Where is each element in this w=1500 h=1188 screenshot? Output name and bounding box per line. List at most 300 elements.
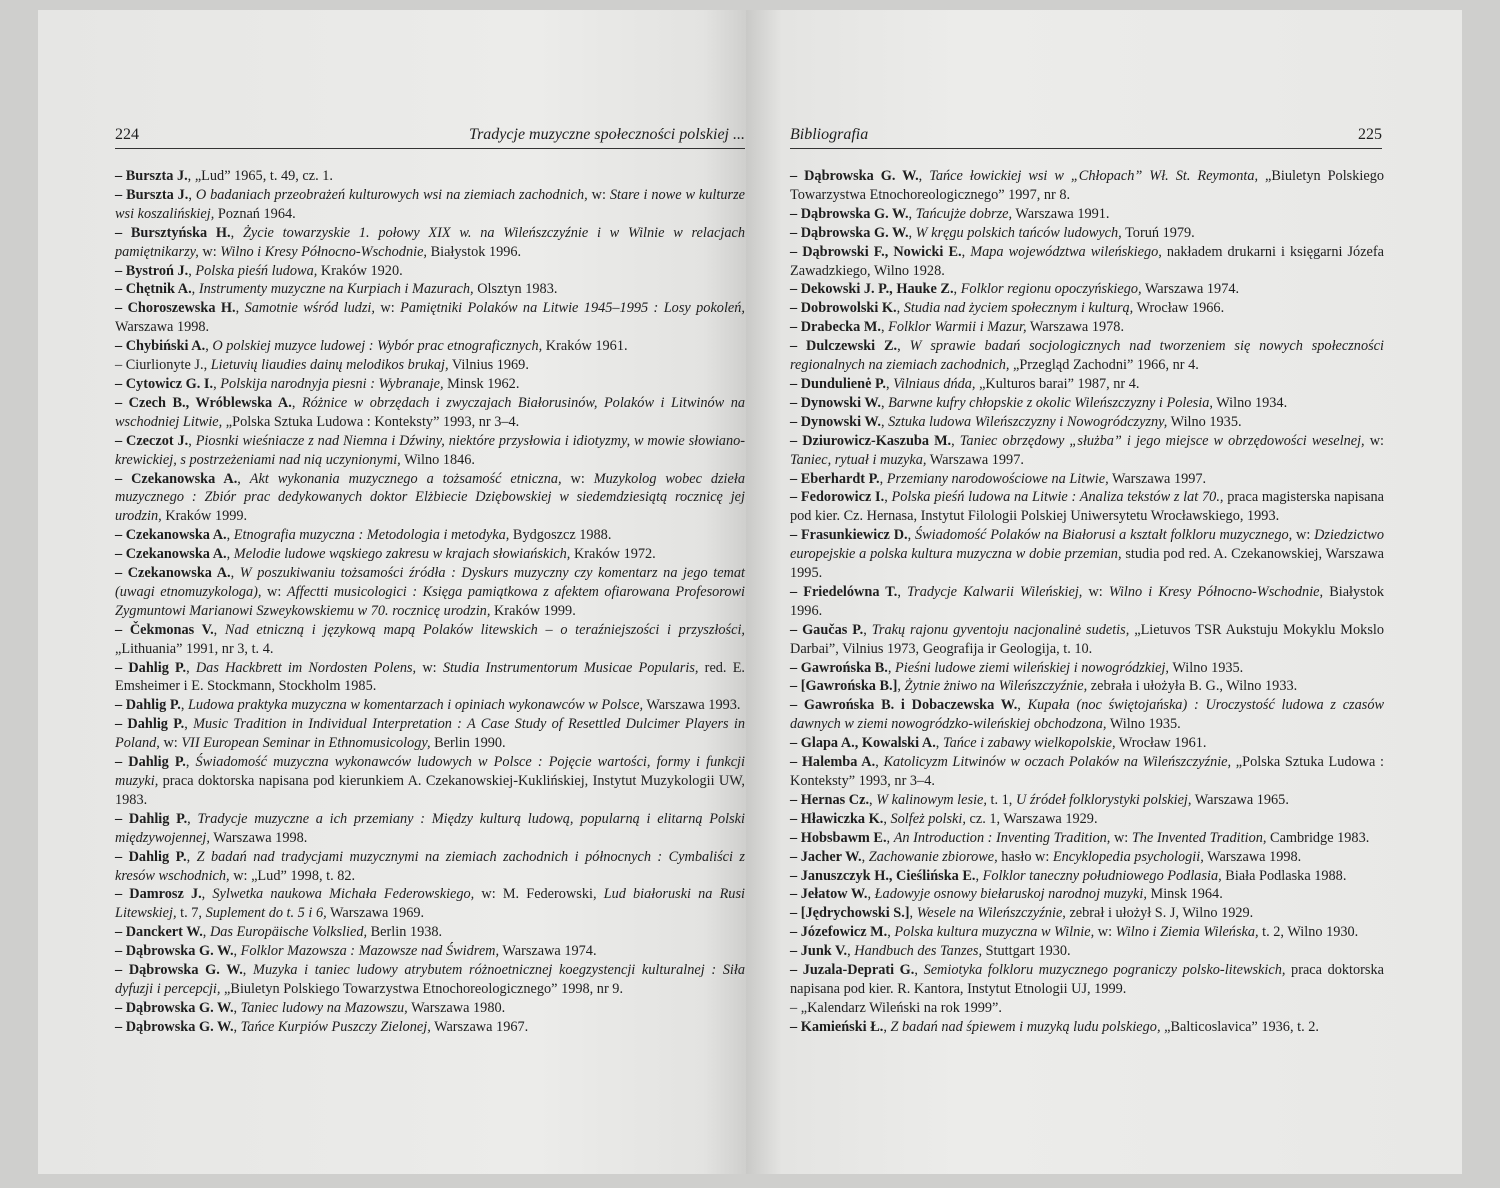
bibliography-entry [790,337,1384,375]
entry-details: w: [374,300,401,317]
entry-title: Wesele na Wileńszczyźnie, [916,905,1066,922]
entry-title: Pamiętniki Polaków na Litwie 1945–1995 : Losy pokoleń, [400,300,745,317]
entry-title: Muzykolog wobec dzieła muzycznego : Zbiór prac dedykowanych doktor Elżbiecie Dziębowskiej w siedemdziesiątą rocznicę jej urodzin, [115,470,745,525]
entry-title: Lud białoruski na Rusi Litewskiej, [115,886,745,922]
entry-details: , [861,848,869,865]
entry-details: Minsk 1964. [1146,886,1223,903]
entry-details: praca doktorska napisana pod kierunkiem A. Czekanowskiej-Kuklińskiej, Instytut Muzykologii UW, 1983. [115,773,745,808]
entry-title: Tańce i zabawy wielkopolskie, [942,735,1116,752]
entry-author: – Kamieński Ł. [790,1018,884,1035]
entry-details: , [180,697,188,714]
entry-details: Kraków 1920. [317,262,403,279]
bibliography-entry [115,545,745,564]
entry-title: Sztuka ludowa Wileńszczyzny i Nowogródczyzny, [888,413,1168,430]
entry-author: – Dynowski W. [790,413,881,430]
bibliography-entry [115,961,745,999]
entry-details: , [202,924,210,941]
left-running-head [115,126,745,149]
bibliography-entry [115,356,745,375]
right-page [746,10,1462,1174]
bibliography-entry [790,205,1384,224]
entry-details: „Polska Sztuka Ludowa : Konteksty” 1993, nr 3–4. [222,413,520,430]
entry-title: Pieśni ludowe ziemi wileńskiej i nowogródzkiej, [895,659,1170,676]
entry-details: Warszawa 1965. [1191,791,1289,808]
entry-details: w: [198,243,221,260]
entry-details: , [230,565,240,582]
entry-title: Taniec, rytuał i muzyka, [790,451,927,468]
entry-author: – Jełatow W. [790,886,868,903]
entry-details: zebrała i ułożyła B. G., Wilno 1933. [1087,678,1298,695]
entry-author: – Bystroń J. [115,262,189,279]
entry-title: Music Tradition in Individual Interpretation : A Case Study of Resettled Dulcimer Players in Poland, [115,716,746,752]
entry-author: – Dąbrowska G. W. [790,224,909,241]
entry-author: – Czeczot J. [115,432,189,449]
entry-details: Warszawa 1974. [1141,281,1240,298]
entry-details: Toruń 1979. [1121,224,1195,241]
entry-details: praca magisterska napisana pod kier. Cz. Hernasa, Instytut Filologii Polskiej Uniwersytetu Wrocławskiego, 1993. [790,489,1384,525]
bibliography-entry [115,280,745,299]
entry-title: Semiotyka folkloru muzycznego pograniczy polsko-litewskich, [923,962,1286,979]
entry-details: , [918,168,930,184]
bibliography-entry [790,243,1384,281]
entry-author: – Burszta J. [115,186,189,203]
left-running-title: Tradycje muzyczne społeczności polskiej ... [469,126,745,143]
entry-title: Solfeż polski, [890,810,966,827]
bibliography-entry [115,337,745,356]
entry-details: Bydgoszcz 1988. [509,527,612,544]
bibliography-entry [790,488,1384,526]
bibliography-entry [790,299,1384,318]
entry-title: Studia nad życiem społecznym i kulturą, [903,300,1134,317]
entry-title: Taniec obrzędowy „służba” i jego miejsce w obrzędowości weselnej, [959,432,1365,449]
entry-details: Berlin 1938. [367,924,443,941]
entry-details: , [953,281,961,298]
entry-details: , [975,867,983,884]
entry-details: , [233,1018,241,1035]
entry-details: w: [1110,829,1132,846]
entry-details: , [897,678,905,695]
entry-details: , [880,319,889,336]
bibliography-entry [115,999,745,1018]
entry-author: – Drabecka M. [790,319,881,336]
entry-author: – Eberhardt P. [790,470,880,487]
entry-details: „Biuletyn Polskiego Towarzystwa Etnochoreologicznego” 1997, nr 8. [790,168,1384,203]
entry-details: Wrocław 1961. [1115,735,1207,752]
entry-details: , [935,735,943,752]
entry-author: – Dundulienė P. [790,375,887,392]
entry-details: , [897,583,907,600]
entry-author: – „Kalendarz Wileński na rok 1999”. [790,999,1002,1016]
entry-title: W poszukiwaniu tożsamości źródła : Dyskurs muzyczny czy komentarz na jego temat (uwagi etnomuzykologa), [115,565,745,600]
entry-title: Lietuvių liaudies dainų melodikos brukaj, [210,357,449,374]
entry-details: hasło w: [997,848,1053,865]
entry-details: , [185,754,196,771]
entry-author: – Halemba A. [790,754,876,771]
entry-details: , [908,205,916,222]
entry-details: Wilno 1934. [1212,394,1288,411]
entry-author: – Gawrońska B. i Dobaczewska W. [790,697,1018,714]
entry-details: Wilno 1846. [400,451,475,468]
entry-details: w: [1292,527,1315,544]
entry-details: „Balticoslavica” 1936, t. 2. [1160,1018,1319,1035]
left-bibliography-list [115,167,745,1037]
entry-details: Warszawa 1991. [1012,205,1110,222]
entry-title: An Introduction : Inventing Tradition, [893,829,1111,846]
entry-details: , [879,470,887,487]
entry-title: O polskiej muzyce ludowej : Wybór prac etnograficznych, [212,338,543,355]
bibliography-entry [790,791,1384,810]
entry-details: , [201,886,213,903]
entry-details: „Lithuania” 1991, nr 3, t. 4. [115,640,274,657]
entry-details: Wrocław 1966. [1133,300,1225,317]
entry-title: Affectti musicologici : Księga pamiątkowa z afektem ofiarowana Profesorowi Zygmuntowi Marianowi Szweykowskiemu w 70. rocznicę urodzin, [115,583,745,619]
entry-author: – Czekanowska A. [115,527,227,544]
entry-title: Tańce łowickiej wsi w „Chłopach” Wł. St. Reymonta, [929,168,1259,184]
entry-title: Ludowa praktyka muzyczna w komentarzach i opiniach wykonawców w Polsce, [187,697,644,714]
entry-title: Polska pieśń ludowa na Litwie : Analiza tekstów z lat 70., [891,489,1224,506]
entry-title: Żytnie żniwo na Wileńszczyźnie, [904,678,1088,695]
entry-details: , [869,791,877,808]
entry-author: – [Gawrońska B.] [790,678,898,695]
entry-details: , [886,829,894,846]
entry-author: – Dahlig P. [115,848,187,865]
bibliography-entry [790,999,1384,1018]
entry-details: w: [1364,432,1384,449]
entry-title: Świadomość muzyczna wykonawców ludowych w Polsce : Pojęcie wartości, formy i funkcji muzyki, [115,754,745,789]
entry-title: Ładowyje osnowy biełaruskoj narodnoj muzyki, [874,886,1147,903]
entry-details: Warszawa 1998. [115,319,210,336]
bibliography-entry [115,715,745,753]
entry-details: „Polska Sztuka Ludowa : Konteksty” 1993, nr 3–4. [790,754,1384,789]
entry-title: Polskija narodnyja piesni : Wybranaje, [220,375,444,392]
entry-author: – Czekanowska A. [115,470,238,487]
entry-details: w: „Lud” 1998, t. 82. [229,867,356,884]
entry-author: – Dahlig P. [115,716,185,733]
entry-title: Handbuch des Tanzes, [854,943,983,960]
entry-details: w: [1094,924,1116,941]
entry-title: Sylwetka naukowa Michała Federowskiego, [212,886,475,903]
bibliography-entry [790,394,1384,413]
entry-details: , [907,527,915,544]
bibliography-entry [115,1018,745,1037]
entry-details: , [291,394,302,411]
entry-author: – Friedelówna T. [790,583,898,600]
entry-details: , [880,413,889,430]
bibliography-entry [115,299,745,337]
entry-title: W kalinowym lesie, [876,791,987,808]
entry-author: – Frasunkiewicz D. [790,527,908,544]
entry-title: Polska pieśń ludowa, [195,262,318,279]
entry-author: – Fedorowicz I. [790,489,885,506]
entry-title: Z badań nad tradycjami muzycznymi na ziemiach zachodnich i północnych : Cymbaliści z kresów wschodnich, [115,848,745,884]
bibliography-entry [790,659,1384,678]
entry-details: Warszawa 1980. [407,999,506,1016]
entry-details: cz. 1, Warszawa 1929. [965,810,1098,827]
bibliography-entry [115,848,745,886]
entry-author: – Dynowski W. [790,394,881,411]
entry-title: Folklor regionu opoczyńskiego, [960,281,1142,298]
entry-author: – Dąbrowski F., Nowicki E. [790,243,962,260]
entry-title: Taniec ludowy na Mazowszu, [240,999,408,1016]
entry-author: – Dahlig P. [115,810,188,827]
entry-title: W kręgu polskich tańców ludowych, [915,224,1122,241]
entry-details: Kraków 1999. [161,508,248,525]
entry-title: Kupała (noc świętojańska) : Uroczystość ludowa z czasów dawnych w ziemi nowogródzko-wileńskiej obchodzona, [790,697,1385,733]
entry-title: Życie towarzyskie 1. połowy XIX w. na Wileńszczyźnie i w Wilnie w relacjach pamiętnikarzy, [115,224,745,260]
entry-details: , [188,432,196,449]
entry-details: Białystok 1996. [427,243,522,260]
entry-author: – Dąbrowska G. W. [790,168,919,184]
entry-details: , [897,338,910,355]
bibliography-entry [115,621,745,659]
bibliography-entry [115,810,745,848]
bibliography-entry [790,810,1384,829]
bibliography-entry [790,280,1384,299]
entry-details: Wilno 1935. [1167,413,1242,430]
entry-title: Piosnki wieśniacze z nad Niemna i Dźwiny, niektóre przysłowia i idiotyzmy, w mowie słowiano-krewickiej, s postrzeżeniami nad nią uczynionymi, [115,432,746,468]
bibliography-entry [115,885,745,923]
entry-details: , [188,186,196,203]
entry-details: , [191,281,199,298]
entry-title: Vilniaus dńda, [893,375,976,392]
entry-author: – Czekanowska A. [115,565,231,582]
left-page [38,10,746,1174]
bibliography-entry [790,375,1384,394]
bibliography-entry [115,432,745,470]
bibliography-entry [790,848,1384,867]
bibliography-entry [790,167,1384,205]
entry-author: – Choroszewska H. [115,300,236,317]
bibliography-entry [790,961,1384,999]
entry-details: praca doktorska napisana pod kier. R. Kantora, Instytut Etnologii UJ, 1999. [790,962,1384,997]
bibliography-entry [115,753,745,810]
entry-author: – Glapa A., Kowalski A. [790,735,936,752]
entry-title: U źródeł folklorystyki polskiej, [1015,791,1192,808]
bibliography-entry [790,942,1384,961]
entry-details: red. E. Emsheimer i E. Stockmann, Stockholm 1985. [115,659,746,695]
entry-details: Poznań 1964. [214,205,296,222]
bibliography-entry [115,564,745,621]
entry-title: Instrumenty muzyczne na Kurpiach i Mazurach, [198,281,474,298]
entry-author: – Józefowicz M. [790,924,888,941]
entry-details: , [883,1018,891,1035]
entry-title: Stare i nowe w kulturze wsi koszalińskiej, [115,186,745,222]
entry-details: Warszawa 1967. [430,1018,529,1035]
entry-title: Różnice w obrzędach i zwyczajach Białorusinów, Polaków i Litwinów na wschodniej Litwie, [115,394,746,430]
entry-details: , [233,999,241,1016]
entry-details: , [203,357,211,374]
bibliography-entry [115,923,745,942]
entry-title: Nad etniczną i językową mapą Polaków litewskich – o teraźniejszości i przyszłości, [224,621,746,638]
bibliography-entry [790,734,1384,753]
entry-details: „Lietuvos TSR Aukstuju Mokyklu Mokslo Darbai”, Vilnius 1973, Geografija ir Geologija, t. 10. [790,621,1384,657]
entry-author: – Bursztyńska H. [115,224,231,241]
entry-title: Zachowanie zbiorowe, [868,848,998,865]
bibliography-entry [115,186,745,224]
bibliography-entry [790,224,1384,243]
entry-details: , [909,905,917,922]
entry-author: – Czekanowska A. [115,546,227,563]
entry-details: , [908,224,916,241]
entry-details: Warszawa 1997. [926,451,1024,468]
entry-author: – Dekowski J. P., Hauke Z. [790,281,954,298]
bibliography-entry [790,867,1384,886]
entry-details: , [186,848,197,865]
entry-title: Tradycje muzyczne a ich przemiany : Między kulturą ludową, popularną i elitarną Polski międzywojennej, [115,810,745,846]
entry-title: Dziedzictwo europejskie a polska kultura muzyczna w dobie przemian, [790,527,1384,563]
entry-details: , [1017,697,1028,714]
entry-details: , [226,527,234,544]
entry-author: – Danckert W. [115,924,203,941]
bibliography-entry [790,904,1384,923]
entry-details: , „Lud” 1965, t. 49, cz. 1. [187,168,333,184]
entry-author: – Junk V. [790,943,848,960]
entry-author: – Dahlig P. [115,697,181,714]
bibliography-entry [790,526,1384,583]
entry-author: – Dąbrowska G. W. [790,205,909,222]
entry-title: Suplement do t. 5 i 6, [205,905,327,922]
entry-author: – Hernas Cz. [790,791,870,808]
entry-author: – Hławiczka K. [790,810,884,827]
entry-author: – Damrosz J. [115,886,202,903]
entry-details: w: [159,735,182,752]
entry-author: – Ciurlionyte J. [115,357,204,374]
entry-title: Barwne kufry chłopskie z okolic Wileńszczyzny i Polesia, [888,394,1213,411]
entry-details: Kraków 1999. [490,602,576,619]
entry-title: Muzyka i taniec ludowy atrybutem różnoetnicznej koegzystencji kulturalnej : Siła dyfuzji i percepcji, [115,962,746,997]
entry-details: , [186,659,196,676]
bibliography-entry [790,583,1384,621]
entry-details: , [184,716,194,733]
bibliography-entry [790,696,1384,734]
bibliography-entry [115,167,745,186]
entry-author: – Dąbrowska G. W. [115,999,234,1016]
entry-author: – Dziurowicz-Kaszuba M. [790,432,952,449]
entry-author: – Dąbrowska G. W. [115,1018,234,1035]
bibliography-entry [115,696,745,715]
entry-author: – Čekmonas V. [115,621,214,638]
entry-title: Świadomość Polaków na Białorusi a kształt folkloru muzycznego, [914,527,1293,544]
entry-author: – Dobrowolski K. [790,300,897,317]
entry-details: w: [587,186,610,203]
entry-title: Akt wykonania muzycznego a tożsamość etniczna, [249,470,562,487]
entry-title: Samotnie wśród ludzi, [244,300,375,317]
entry-author: – Chybiński A. [115,338,206,355]
entry-author: – Dąbrowska G. W. [115,962,243,979]
entry-details: „Kulturos barai” 1987, nr 4. [975,375,1140,392]
entry-details: Warszawa 1997. [1108,470,1207,487]
entry-details: t. 2, Wilno 1930. [1258,924,1359,941]
bibliography-entry [790,753,1384,791]
entry-details: w: [261,583,287,600]
entry-details: Kraków 1961. [542,338,628,355]
entry-details: studia pod red. A. Czekanowskiej, Warszawa 1995. [790,546,1384,582]
entry-author: – Januszczyk H., Cieślińska E. [790,867,976,884]
entry-title: Melodie ludowe wąskiego zakresu w krajach słowiańskich, [233,546,571,563]
entry-details: Warszawa 1969. [326,905,425,922]
left-page-number: 224 [115,126,139,143]
right-running-head [790,126,1382,149]
bibliography-entry [115,659,745,697]
entry-author: – Dąbrowska G. W. [115,943,234,960]
entry-title: O badaniach przeobrażeń kulturowych wsi na ziemiach zachodnich, [195,186,588,203]
entry-details: , [961,243,971,260]
bibliography-entry [115,224,745,262]
entry-title: Mapa województwa wileńskiego, [970,243,1162,260]
entry-author: – Chętnik A. [115,281,192,298]
entry-details: , [233,943,241,960]
entry-details: Warszawa 1998. [209,829,308,846]
entry-details: w: M. Federowski, [474,886,604,903]
entry-details: , [226,546,234,563]
entry-title: Wilno i Kresy Północno-Wschodnie, [220,243,427,260]
entry-title: Tańcujże dobrze, [915,205,1013,222]
entry-title: Folklor taneczny południowego Podlasia, [982,867,1222,884]
entry-details: Vilnius 1969. [448,357,529,374]
entry-details: , [230,224,243,241]
entry-author: – [Jędrychowski S.] [790,905,910,922]
right-running-title: Bibliografia [790,126,869,143]
bibliography-entry [790,923,1384,942]
entry-title: Das Hackbrett im Nordosten Polens, [195,659,417,676]
entry-details: Cambridge 1983. [1266,829,1370,846]
entry-details: Wilno 1935. [1169,659,1244,676]
entry-details: t. 1, [986,791,1016,808]
entry-details: „Przegląd Zachodni” 1966, nr 4. [1009,357,1199,374]
entry-author: – Bursztа J. [115,168,188,184]
entry-author: – Jacher W. [790,848,862,865]
entry-details: , [242,962,254,979]
entry-details: w: [561,470,594,487]
entry-details: , [213,621,225,638]
entry-title: Trakų rajonu gyventoju nacjonalinė sudetis, [871,621,1130,638]
entry-details: t. 7, [176,905,206,922]
entry-title: Tradycje Kalwarii Wileńskiej, [907,583,1083,600]
entry-details: , [886,375,894,392]
entry-title: Das Europäische Volkslied, [209,924,368,941]
entry-details: w: [1082,583,1109,600]
entry-details: nakładem drukarni i księgarni Józefa Zawadzkiego, Wilno 1928. [790,243,1385,279]
bibliography-entry [790,432,1384,470]
bibliography-entry [790,677,1384,696]
entry-title: Studia Instrumentorum Musicae Popularis, [442,659,699,676]
entry-details: , [213,375,221,392]
bibliography-entry [790,318,1384,337]
entry-author: – Czech B., Wróblewska A. [115,394,292,411]
entry-author: – Cytowicz G. I. [115,375,214,392]
bibliography-entry [115,526,745,545]
entry-details: , [875,754,884,771]
entry-title: Wilno i Kresy Północno-Wschodnie, [1108,583,1324,600]
entry-title: Z badań nad śpiewem i muzyką ludu polskiego, [890,1018,1161,1035]
entry-title: W sprawie badań socjologicznych nad tworzeniem się nowych społeczności regionalnych na ziemiach zachodnich, [790,338,1384,374]
entry-details: , [847,943,855,960]
entry-details: , [867,886,875,903]
entry-title: Polska kultura muzyczna w Wilnie, [894,924,1095,941]
entry-title: Wilno i Ziemia Wileńska, [1115,924,1259,941]
entry-author: – Gaučas P. [790,621,864,638]
entry-details: , [880,394,889,411]
entry-details: , [887,659,896,676]
entry-author: – Juzala-Deprati G. [790,962,915,979]
entry-title: Folklor Mazowsza : Mazowsze nad Świdrem, [240,943,500,960]
entry-details: , [884,489,892,506]
entry-details: „Biuletyn Polskiego Towarzystwa Etnochoreologicznego” 1998, nr 9. [220,980,624,997]
entry-title: Encyklopedia psychologii, [1052,848,1204,865]
entry-details: Biała Podlaska 1988. [1221,867,1347,884]
right-page-number: 225 [1358,126,1382,143]
entry-author: – Dahlig P. [115,754,186,771]
